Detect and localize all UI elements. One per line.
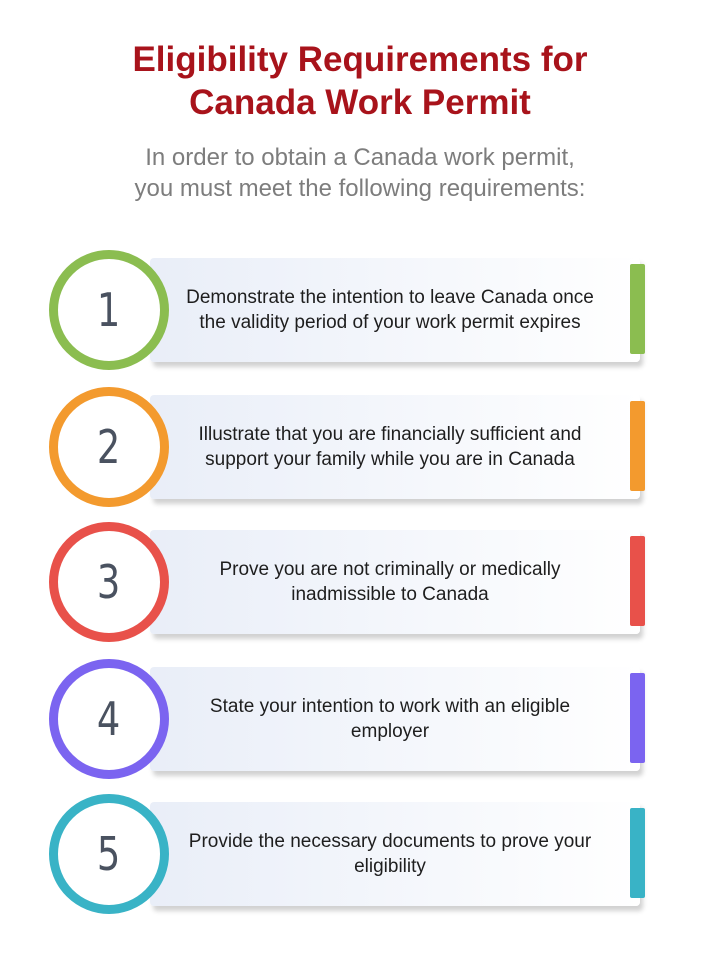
number-circle xyxy=(49,387,169,507)
accent-bar xyxy=(630,808,645,898)
title-line-1: Eligibility Requirements for xyxy=(132,40,588,79)
requirement-text xyxy=(185,530,595,634)
requirement-text xyxy=(185,258,595,362)
requirement-number: 5 xyxy=(97,827,121,881)
number-circle xyxy=(49,250,169,370)
number-circle xyxy=(49,659,169,779)
requirement-number: 3 xyxy=(97,555,121,609)
requirement-item xyxy=(0,387,720,517)
accent-bar xyxy=(630,401,645,491)
subtitle-line-2: you must meet the following requirements: xyxy=(134,175,586,202)
number-circle xyxy=(49,522,169,642)
subtitle-line-1: In order to obtain a Canada work permit, xyxy=(145,144,575,171)
accent-bar xyxy=(630,673,645,763)
page-title xyxy=(0,38,720,124)
requirement-text-content: Provide the necessary documents to prove your eligibility xyxy=(188,831,592,877)
requirement-text xyxy=(185,395,595,499)
accent-bar xyxy=(630,264,645,354)
number-circle xyxy=(49,794,169,914)
title-line-2: Canada Work Permit xyxy=(189,83,531,122)
requirement-item xyxy=(0,794,720,924)
requirement-number: 1 xyxy=(97,283,121,337)
requirement-item xyxy=(0,250,720,380)
subtitle xyxy=(0,142,720,204)
requirement-text xyxy=(185,667,595,771)
requirement-item xyxy=(0,522,720,652)
requirement-text-content: State your intention to work with an eligible employer xyxy=(209,696,571,742)
requirement-text xyxy=(185,802,595,906)
accent-bar xyxy=(630,536,645,626)
requirement-text-content: Prove you are not criminally or medically inadmissible to Canada xyxy=(219,559,561,605)
requirement-text-content: Illustrate that you are financially sufficient and support your family while you are in Canada xyxy=(198,424,582,470)
requirement-text-content: Demonstrate the intention to leave Canada once the validity period of your work permit expires xyxy=(186,287,594,333)
requirement-item xyxy=(0,659,720,789)
requirement-number: 4 xyxy=(97,692,121,746)
requirement-number: 2 xyxy=(97,420,121,474)
